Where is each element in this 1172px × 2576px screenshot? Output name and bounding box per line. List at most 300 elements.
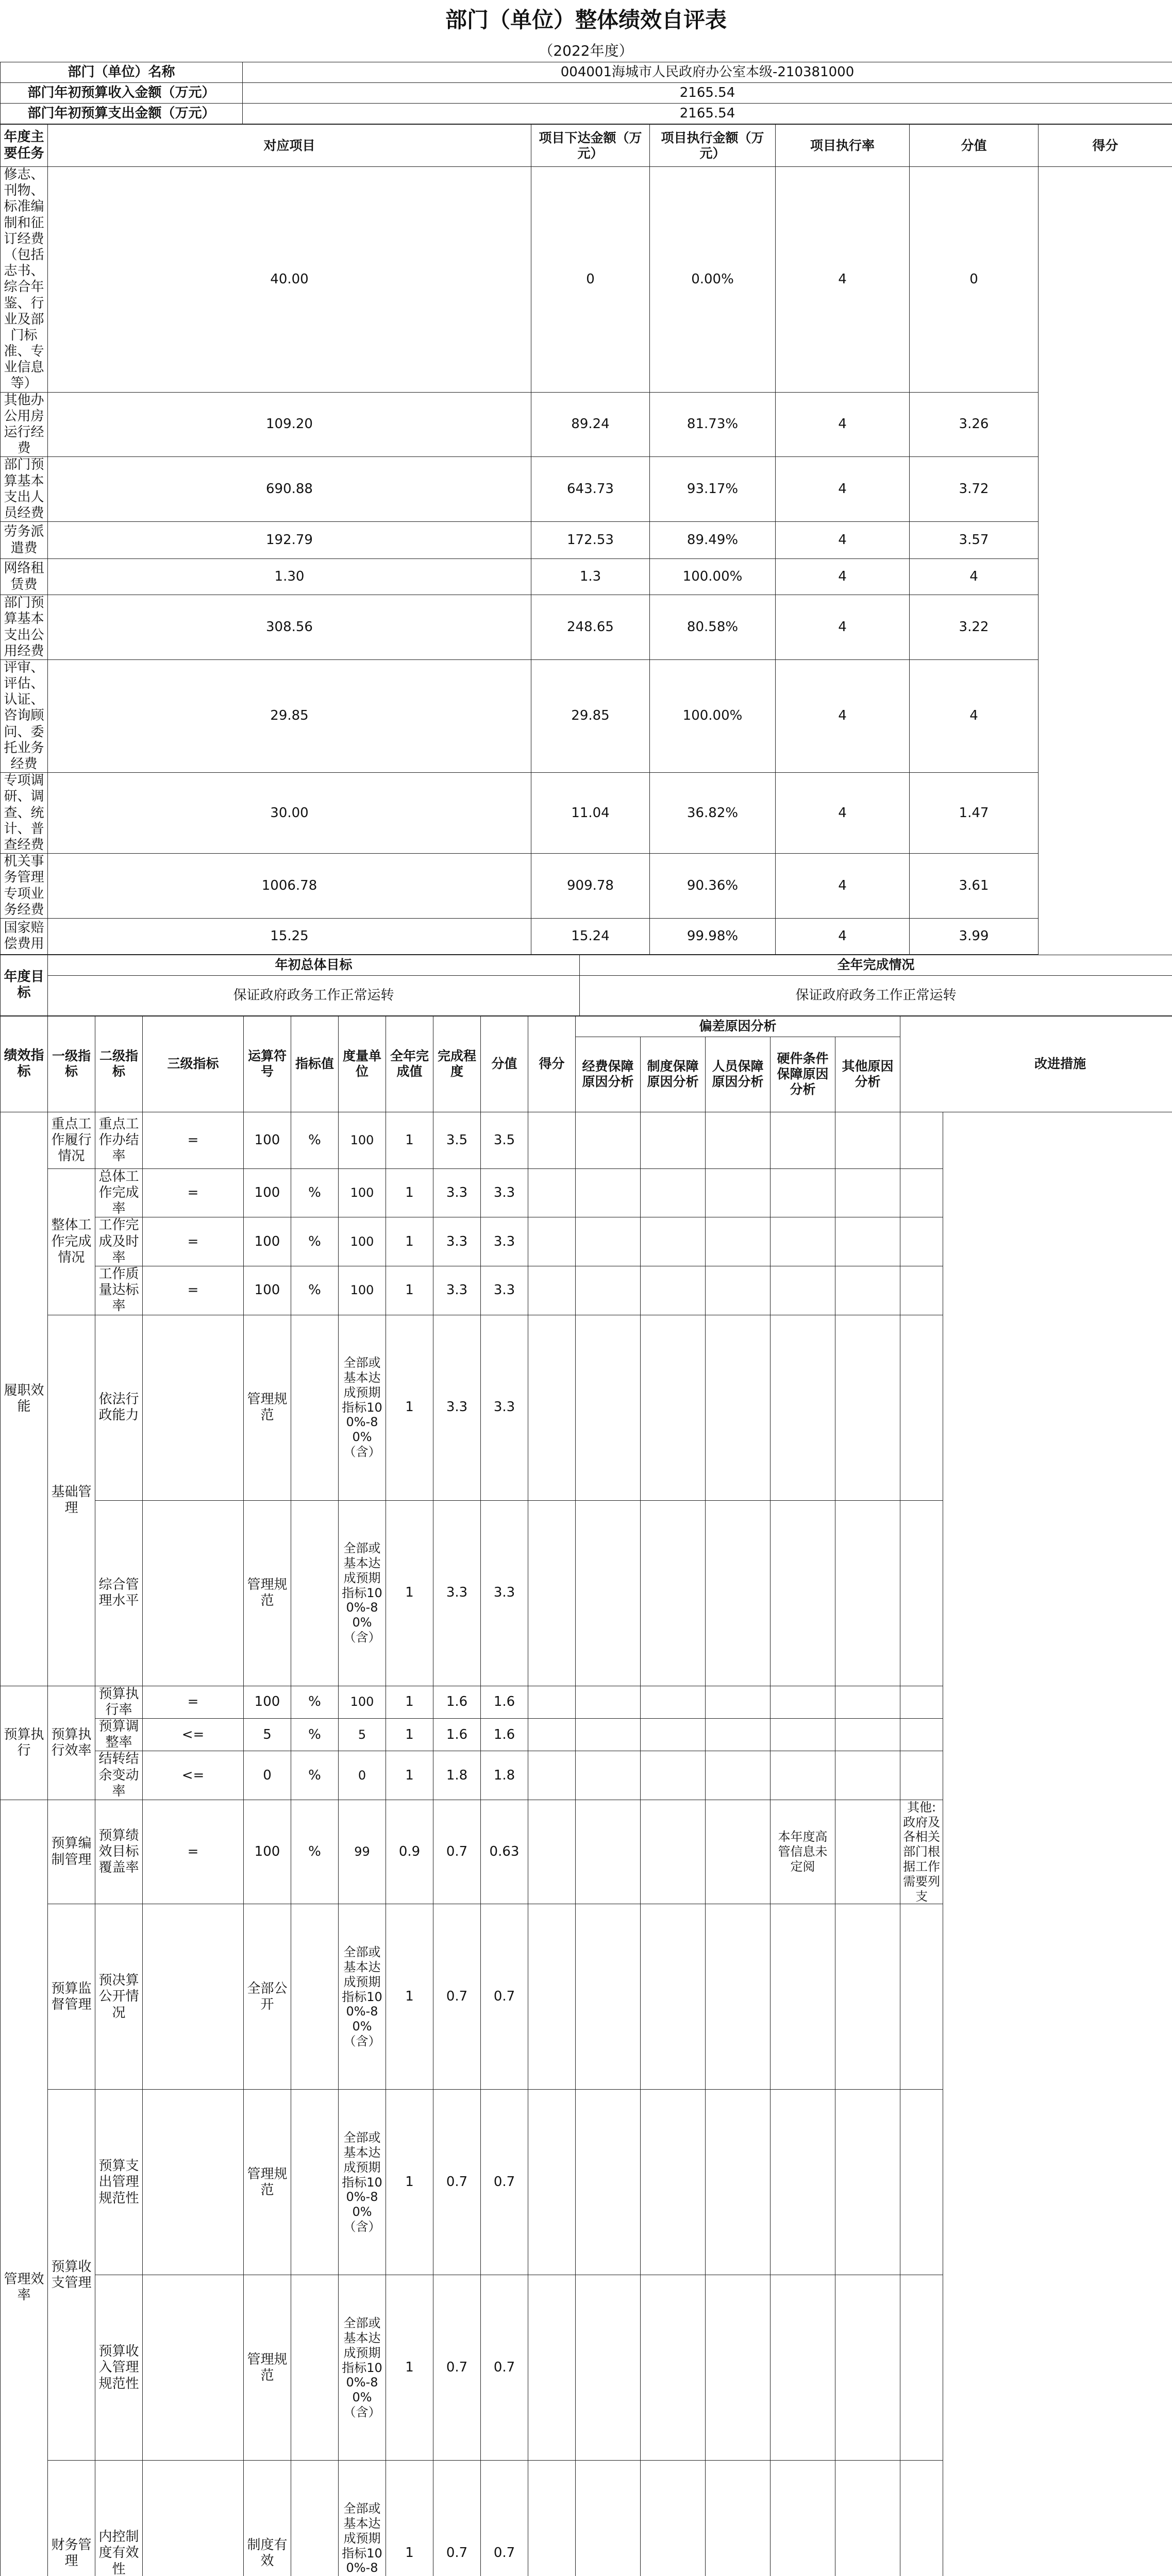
indicator-row bbox=[1, 1686, 1172, 1718]
indicator-target: 管理规范 bbox=[244, 2275, 291, 2461]
deviation-other-cell: 本年度高管信息未定阅 bbox=[771, 1800, 835, 1904]
income-value: 2165.54 bbox=[243, 83, 1172, 104]
deviation-cell bbox=[641, 1686, 706, 1718]
task-cell: 93.17% bbox=[650, 457, 776, 522]
deviation-cell bbox=[706, 1800, 771, 1904]
task-cell: 99.98% bbox=[650, 918, 776, 954]
deviation-cell bbox=[528, 1217, 576, 1266]
indicator-name: 工作质量达标率 bbox=[95, 1266, 143, 1315]
indicator-score: 3.3 bbox=[433, 1168, 481, 1217]
expense-value: 2165.54 bbox=[243, 104, 1172, 124]
indicator-score: 1.8 bbox=[433, 1751, 481, 1800]
income-label: 部门年初预算收入金额（万元） bbox=[1, 83, 243, 104]
indicator-degree: 1 bbox=[386, 1168, 433, 1217]
deviation-cell bbox=[641, 1718, 706, 1751]
indicator-target: 制度有效 bbox=[244, 2461, 291, 2576]
improve-cell bbox=[900, 1751, 943, 1800]
indicator-row bbox=[1, 1500, 1172, 1686]
task-cell: 690.88 bbox=[48, 457, 531, 522]
indicator-got: 0.7 bbox=[481, 2090, 528, 2275]
indicator-score: 3.3 bbox=[433, 1315, 481, 1500]
deviation-other-cell bbox=[771, 1500, 835, 1686]
tasks-header: 对应项目 bbox=[48, 125, 531, 167]
task-row bbox=[1, 167, 1172, 393]
deviation-cell bbox=[576, 2461, 641, 2576]
goals-section-label: 年度目标 bbox=[1, 955, 48, 1015]
deviation-cell bbox=[706, 1315, 771, 1500]
task-cell: 4 bbox=[776, 918, 910, 954]
deviation-cell bbox=[706, 1217, 771, 1266]
indicator-actual: 全部或基本达成预期指标100%-80%（含） bbox=[339, 2275, 386, 2461]
deviation-other-cell bbox=[771, 2275, 835, 2461]
header-dev-staff: 人员保障原因分析 bbox=[706, 1037, 771, 1112]
task-cell: 30.00 bbox=[48, 773, 531, 854]
indicator-level2: 重点工作履行情况 bbox=[48, 1112, 95, 1168]
improve-cell bbox=[900, 1315, 943, 1500]
header-level1: 一级指标 bbox=[48, 1016, 95, 1112]
deviation-cell bbox=[528, 1686, 576, 1718]
task-cell: 40.00 bbox=[48, 167, 531, 393]
indicator-degree: 1 bbox=[386, 2461, 433, 2576]
deviation-cell bbox=[641, 1751, 706, 1800]
task-cell: 4 bbox=[776, 392, 910, 457]
indicator-actual: 0 bbox=[339, 1751, 386, 1800]
indicator-unit: % bbox=[291, 1217, 339, 1266]
header-target: 指标值 bbox=[291, 1016, 339, 1112]
task-cell: 部门预算基本支出人员经费 bbox=[1, 457, 48, 522]
task-cell: 100.00% bbox=[650, 559, 776, 595]
indicator-op: <= bbox=[143, 1718, 244, 1751]
deviation-cell bbox=[576, 1800, 641, 1904]
indicator-level2: 财务管理 bbox=[48, 2461, 95, 2576]
indicator-got: 0.7 bbox=[481, 1904, 528, 2090]
deviation-cell bbox=[706, 1751, 771, 1800]
deviation-cell bbox=[706, 2461, 771, 2576]
deviation-cell bbox=[641, 2461, 706, 2576]
indicator-degree: 1 bbox=[386, 2275, 433, 2461]
indicator-got: 1.6 bbox=[481, 1686, 528, 1718]
task-cell: 国家赔偿费用 bbox=[1, 918, 48, 954]
header-actual: 全年完成值 bbox=[386, 1016, 433, 1112]
indicator-name: 综合管理水平 bbox=[95, 1500, 143, 1686]
deviation-other-cell bbox=[771, 1217, 835, 1266]
task-cell: 4 bbox=[776, 854, 910, 919]
indicators-table bbox=[0, 1016, 1172, 2576]
indicator-unit: % bbox=[291, 1168, 339, 1217]
header-level3: 三级指标 bbox=[143, 1016, 244, 1112]
indicator-name: 预算绩效目标覆盖率 bbox=[95, 1800, 143, 1904]
task-cell: 643.73 bbox=[531, 457, 650, 522]
goals-final-text: 保证政府政务工作正常运转 bbox=[580, 975, 1172, 1015]
goals-initial-header: 年初总体目标 bbox=[48, 955, 580, 975]
indicator-level1: 履职效能 bbox=[1, 1112, 48, 1686]
task-cell: 192.79 bbox=[48, 522, 531, 559]
task-cell: 网络租赁费 bbox=[1, 559, 48, 595]
tasks-header: 得分 bbox=[1039, 125, 1172, 167]
task-cell: 29.85 bbox=[531, 659, 650, 772]
deviation-cell bbox=[641, 1217, 706, 1266]
indicator-target: 管理规范 bbox=[244, 2090, 291, 2275]
indicator-unit bbox=[291, 1904, 339, 2090]
task-cell: 1006.78 bbox=[48, 854, 531, 919]
task-cell: 89.49% bbox=[650, 522, 776, 559]
indicator-unit: % bbox=[291, 1800, 339, 1904]
indicator-op: <= bbox=[143, 1751, 244, 1800]
indicator-actual: 100 bbox=[339, 1112, 386, 1168]
task-cell: 0.00% bbox=[650, 167, 776, 393]
indicator-op bbox=[143, 1315, 244, 1500]
indicator-actual: 100 bbox=[339, 1266, 386, 1315]
deviation-cell bbox=[576, 1168, 641, 1217]
deviation-cell bbox=[576, 1112, 641, 1168]
deviation-other-cell bbox=[771, 2090, 835, 2275]
indicator-score: 0.7 bbox=[433, 1800, 481, 1904]
task-cell: 4 bbox=[776, 595, 910, 660]
indicator-target: 100 bbox=[244, 1112, 291, 1168]
indicator-got: 1.6 bbox=[481, 1718, 528, 1751]
indicator-score: 1.6 bbox=[433, 1686, 481, 1718]
indicator-degree: 1 bbox=[386, 1686, 433, 1718]
task-cell: 3.61 bbox=[910, 854, 1039, 919]
indicator-op: = bbox=[143, 1266, 244, 1315]
indicator-actual: 99 bbox=[339, 1800, 386, 1904]
indicator-actual: 100 bbox=[339, 1168, 386, 1217]
indicator-got: 3.3 bbox=[481, 1168, 528, 1217]
task-cell: 81.73% bbox=[650, 392, 776, 457]
goals-final-header: 全年完成情况 bbox=[580, 955, 1172, 975]
task-cell: 4 bbox=[776, 457, 910, 522]
task-cell: 3.26 bbox=[910, 392, 1039, 457]
indicator-actual: 全部或基本达成预期指标100%-80%（含） bbox=[339, 1904, 386, 2090]
improve-cell bbox=[900, 1266, 943, 1315]
deviation-cell bbox=[528, 1112, 576, 1168]
indicator-level1: 管理效率 bbox=[1, 1800, 48, 2576]
deviation-cell bbox=[528, 2461, 576, 2576]
indicator-unit bbox=[291, 2275, 339, 2461]
improve-cell bbox=[900, 1112, 943, 1168]
task-cell: 修志、刊物、标准编制和征订经费（包括志书、综合年鉴、行业及部门标准、专业信息等） bbox=[1, 167, 48, 393]
indicator-target: 全部公开 bbox=[244, 1904, 291, 2090]
task-row bbox=[1, 854, 1172, 919]
page-title: 部门（单位）整体绩效自评表 bbox=[445, 7, 727, 32]
improve-cell bbox=[900, 1904, 943, 2090]
task-cell: 机关事务管理专项业务经费 bbox=[1, 854, 48, 919]
indicator-unit: % bbox=[291, 1266, 339, 1315]
task-cell: 100.00% bbox=[650, 659, 776, 772]
deviation-other-cell bbox=[771, 1168, 835, 1217]
improve-cell-a bbox=[835, 1112, 900, 1168]
indicator-actual: 5 bbox=[339, 1718, 386, 1751]
indicator-op: = bbox=[143, 1686, 244, 1718]
task-cell: 4 bbox=[776, 167, 910, 393]
indicator-actual: 100 bbox=[339, 1217, 386, 1266]
indicator-name: 预算收入管理规范性 bbox=[95, 2275, 143, 2461]
header-improve: 改进措施 bbox=[900, 1016, 1172, 1112]
indicator-target: 管理规范 bbox=[244, 1500, 291, 1686]
task-row bbox=[1, 522, 1172, 559]
deviation-other-cell bbox=[771, 1112, 835, 1168]
task-cell: 4 bbox=[776, 773, 910, 854]
task-cell: 909.78 bbox=[531, 854, 650, 919]
task-cell: 4 bbox=[776, 659, 910, 772]
indicator-op: = bbox=[143, 1800, 244, 1904]
deviation-other-cell bbox=[771, 1266, 835, 1315]
deviation-cell bbox=[706, 1112, 771, 1168]
improve-cell bbox=[900, 1500, 943, 1686]
deviation-cell bbox=[528, 1800, 576, 1904]
task-cell: 0 bbox=[531, 167, 650, 393]
task-row bbox=[1, 773, 1172, 854]
indicator-level1: 预算执行 bbox=[1, 1686, 48, 1800]
deviation-cell bbox=[706, 1718, 771, 1751]
deviation-cell bbox=[706, 1904, 771, 2090]
task-cell: 90.36% bbox=[650, 854, 776, 919]
deviation-cell bbox=[706, 1266, 771, 1315]
task-cell: 0 bbox=[910, 167, 1039, 393]
indicator-op: = bbox=[143, 1168, 244, 1217]
goals-initial-text: 保证政府政务工作正常运转 bbox=[48, 975, 580, 1015]
indicator-name: 内控制度有效性 bbox=[95, 2461, 143, 2576]
improve-cell-a bbox=[835, 1315, 900, 1500]
indicator-target: 100 bbox=[244, 1168, 291, 1217]
task-cell: 308.56 bbox=[48, 595, 531, 660]
improve-cell bbox=[900, 1168, 943, 1217]
indicator-row bbox=[1, 2461, 1172, 2576]
task-row bbox=[1, 559, 1172, 595]
improve-cell-a bbox=[835, 1718, 900, 1751]
tasks-header: 项目执行金额（万元） bbox=[650, 125, 776, 167]
indicator-degree: 1 bbox=[386, 1718, 433, 1751]
goals-table bbox=[0, 955, 1172, 1016]
task-cell: 1.47 bbox=[910, 773, 1039, 854]
indicator-got: 0.7 bbox=[481, 2461, 528, 2576]
deviation-cell bbox=[528, 2275, 576, 2461]
deviation-cell bbox=[641, 2090, 706, 2275]
indicator-score: 3.3 bbox=[433, 1217, 481, 1266]
task-cell: 3.99 bbox=[910, 918, 1039, 954]
indicator-score: 3.3 bbox=[433, 1500, 481, 1686]
deviation-other-cell bbox=[771, 2461, 835, 2576]
task-cell: 248.65 bbox=[531, 595, 650, 660]
indicator-row bbox=[1, 1751, 1172, 1800]
indicator-op bbox=[143, 1500, 244, 1686]
indicator-score: 0.7 bbox=[433, 2461, 481, 2576]
improve-cell-a bbox=[835, 1800, 900, 1904]
deviation-cell bbox=[706, 2275, 771, 2461]
header-op: 运算符号 bbox=[244, 1016, 291, 1112]
deviation-cell bbox=[576, 2090, 641, 2275]
indicator-level2: 预算执行效率 bbox=[48, 1686, 95, 1800]
deviation-cell bbox=[706, 2090, 771, 2275]
indicator-got: 3.3 bbox=[481, 1266, 528, 1315]
indicator-name: 预决算公开情况 bbox=[95, 1904, 143, 2090]
improve-cell-a bbox=[835, 2275, 900, 2461]
indicator-op: = bbox=[143, 1217, 244, 1266]
task-cell: 1.3 bbox=[531, 559, 650, 595]
indicator-unit bbox=[291, 1315, 339, 1500]
indicator-row bbox=[1, 1904, 1172, 2090]
task-cell: 部门预算基本支出公用经费 bbox=[1, 595, 48, 660]
deviation-cell bbox=[706, 1500, 771, 1686]
indicator-name: 结转结余变动率 bbox=[95, 1751, 143, 1800]
indicator-name: 工作完成及时率 bbox=[95, 1217, 143, 1266]
task-cell: 3.22 bbox=[910, 595, 1039, 660]
task-cell: 3.72 bbox=[910, 457, 1039, 522]
deviation-cell bbox=[528, 1168, 576, 1217]
deviation-cell bbox=[641, 2275, 706, 2461]
deviation-cell bbox=[576, 1266, 641, 1315]
indicator-degree: 1 bbox=[386, 1904, 433, 2090]
indicator-degree: 1 bbox=[386, 1500, 433, 1686]
indicator-target: 100 bbox=[244, 1800, 291, 1904]
deviation-cell bbox=[576, 1686, 641, 1718]
deviation-cell bbox=[576, 1315, 641, 1500]
indicator-row bbox=[1, 1800, 1172, 1904]
indicator-target: 0 bbox=[244, 1751, 291, 1800]
indicator-unit bbox=[291, 2090, 339, 2275]
deviation-cell bbox=[576, 1718, 641, 1751]
deviation-cell bbox=[641, 1112, 706, 1168]
indicator-got: 3.3 bbox=[481, 1217, 528, 1266]
task-cell: 11.04 bbox=[531, 773, 650, 854]
improve-cell bbox=[900, 2275, 943, 2461]
indicator-unit: % bbox=[291, 1718, 339, 1751]
indicator-row bbox=[1, 1112, 1172, 1168]
task-cell: 15.25 bbox=[48, 918, 531, 954]
dept-label: 部门（单位）名称 bbox=[1, 62, 243, 83]
deviation-other-cell bbox=[771, 1718, 835, 1751]
deviation-cell bbox=[706, 1168, 771, 1217]
indicator-row bbox=[1, 2275, 1172, 2461]
indicator-actual: 100 bbox=[339, 1686, 386, 1718]
indicator-actual: 全部或基本达成预期指标100%-80%（含） bbox=[339, 1500, 386, 1686]
indicator-score: 0.7 bbox=[433, 1904, 481, 2090]
task-cell: 4 bbox=[776, 522, 910, 559]
task-cell: 36.82% bbox=[650, 773, 776, 854]
indicator-row bbox=[1, 2090, 1172, 2275]
indicator-unit bbox=[291, 1500, 339, 1686]
task-cell: 29.85 bbox=[48, 659, 531, 772]
deviation-cell bbox=[641, 1266, 706, 1315]
tasks-header: 项目执行率 bbox=[776, 125, 910, 167]
indicator-name: 预算执行率 bbox=[95, 1686, 143, 1718]
header-dev-system: 制度保障原因分析 bbox=[641, 1037, 706, 1112]
indicator-actual: 全部或基本达成预期指标100%-80%（含） bbox=[339, 2090, 386, 2275]
indicator-degree: 1 bbox=[386, 1217, 433, 1266]
indicator-level2: 整体工作完成情况 bbox=[48, 1168, 95, 1315]
header-dev-funding: 经费保障原因分析 bbox=[576, 1037, 641, 1112]
indicator-unit: % bbox=[291, 1751, 339, 1800]
deviation-other-cell bbox=[771, 1904, 835, 2090]
indicator-actual: 全部或基本达成预期指标100%-8 bbox=[339, 2461, 386, 2576]
dept-value: 004001海城市人民政府办公室本级-210381000 bbox=[243, 62, 1172, 83]
improve-cell-a bbox=[835, 1751, 900, 1800]
improve-cell bbox=[900, 1217, 943, 1266]
improve-cell-a bbox=[835, 2461, 900, 2576]
indicator-row bbox=[1, 1266, 1172, 1315]
deviation-cell bbox=[528, 1315, 576, 1500]
task-row bbox=[1, 659, 1172, 772]
indicator-degree: 1 bbox=[386, 1266, 433, 1315]
task-cell: 15.24 bbox=[531, 918, 650, 954]
deviation-cell bbox=[641, 1904, 706, 2090]
indicator-got: 1.8 bbox=[481, 1751, 528, 1800]
task-cell: 3.57 bbox=[910, 522, 1039, 559]
improve-cell-a bbox=[835, 1217, 900, 1266]
indicator-unit: % bbox=[291, 1112, 339, 1168]
indicator-level2: 预算监督管理 bbox=[48, 1904, 95, 2090]
deviation-cell bbox=[641, 1500, 706, 1686]
indicator-degree: 1 bbox=[386, 2090, 433, 2275]
header-degree: 完成程度 bbox=[433, 1016, 481, 1112]
indicator-row bbox=[1, 1315, 1172, 1500]
deviation-cell bbox=[576, 1751, 641, 1800]
deviation-cell bbox=[576, 1500, 641, 1686]
indicator-unit bbox=[291, 2461, 339, 2576]
indicator-op bbox=[143, 2461, 244, 2576]
indicator-name: 依法行政能力 bbox=[95, 1315, 143, 1500]
deviation-cell bbox=[576, 1904, 641, 2090]
info-table bbox=[0, 62, 1172, 124]
header-got: 得分 bbox=[528, 1016, 576, 1112]
improve-cell bbox=[900, 1686, 943, 1718]
improve-cell-a bbox=[835, 1168, 900, 1217]
task-cell: 劳务派遣费 bbox=[1, 522, 48, 559]
deviation-cell bbox=[528, 1500, 576, 1686]
tasks-section-label: 年度主要任务 bbox=[1, 125, 48, 167]
indicator-degree: 0.9 bbox=[386, 1800, 433, 1904]
indicator-name: 预算支出管理规范性 bbox=[95, 2090, 143, 2275]
deviation-cell bbox=[528, 1266, 576, 1315]
deviation-cell bbox=[576, 2275, 641, 2461]
header-level2: 二级指标 bbox=[95, 1016, 143, 1112]
indicator-score: 3.5 bbox=[433, 1112, 481, 1168]
indicator-op bbox=[143, 2275, 244, 2461]
indicator-name: 重点工作办结率 bbox=[95, 1112, 143, 1168]
task-cell: 89.24 bbox=[531, 392, 650, 457]
indicator-target: 5 bbox=[244, 1718, 291, 1751]
task-row bbox=[1, 392, 1172, 457]
indicator-score: 0.7 bbox=[433, 2090, 481, 2275]
indicator-target: 100 bbox=[244, 1266, 291, 1315]
indicator-row bbox=[1, 1168, 1172, 1217]
task-row bbox=[1, 595, 1172, 660]
deviation-cell bbox=[641, 1168, 706, 1217]
indicator-op bbox=[143, 2090, 244, 2275]
indicator-actual: 全部或基本达成预期指标100%-80%（含） bbox=[339, 1315, 386, 1500]
indicator-unit: % bbox=[291, 1686, 339, 1718]
task-cell: 专项调研、调查、统计、普查经费 bbox=[1, 773, 48, 854]
header-dev-other: 其他原因分析 bbox=[835, 1037, 900, 1112]
task-row bbox=[1, 457, 1172, 522]
indicator-level2: 基础管理 bbox=[48, 1315, 95, 1686]
indicator-score: 3.3 bbox=[433, 1266, 481, 1315]
improve-cell-a bbox=[835, 1904, 900, 2090]
deviation-cell bbox=[528, 1751, 576, 1800]
indicator-op: = bbox=[143, 1112, 244, 1168]
deviation-other-cell bbox=[771, 1686, 835, 1718]
task-cell: 4 bbox=[910, 559, 1039, 595]
improve-cell-a bbox=[835, 1500, 900, 1686]
deviation-cell bbox=[528, 1718, 576, 1751]
indicator-got: 0.7 bbox=[481, 2275, 528, 2461]
task-cell: 4 bbox=[910, 659, 1039, 772]
task-cell: 评审、评估、认证、咨询顾问、委托业务经费 bbox=[1, 659, 48, 772]
improve-cell-a bbox=[835, 1686, 900, 1718]
improve-cell bbox=[900, 2461, 943, 2576]
tasks-header: 分值 bbox=[910, 125, 1039, 167]
page-subtitle: （2022年度） bbox=[539, 42, 633, 59]
